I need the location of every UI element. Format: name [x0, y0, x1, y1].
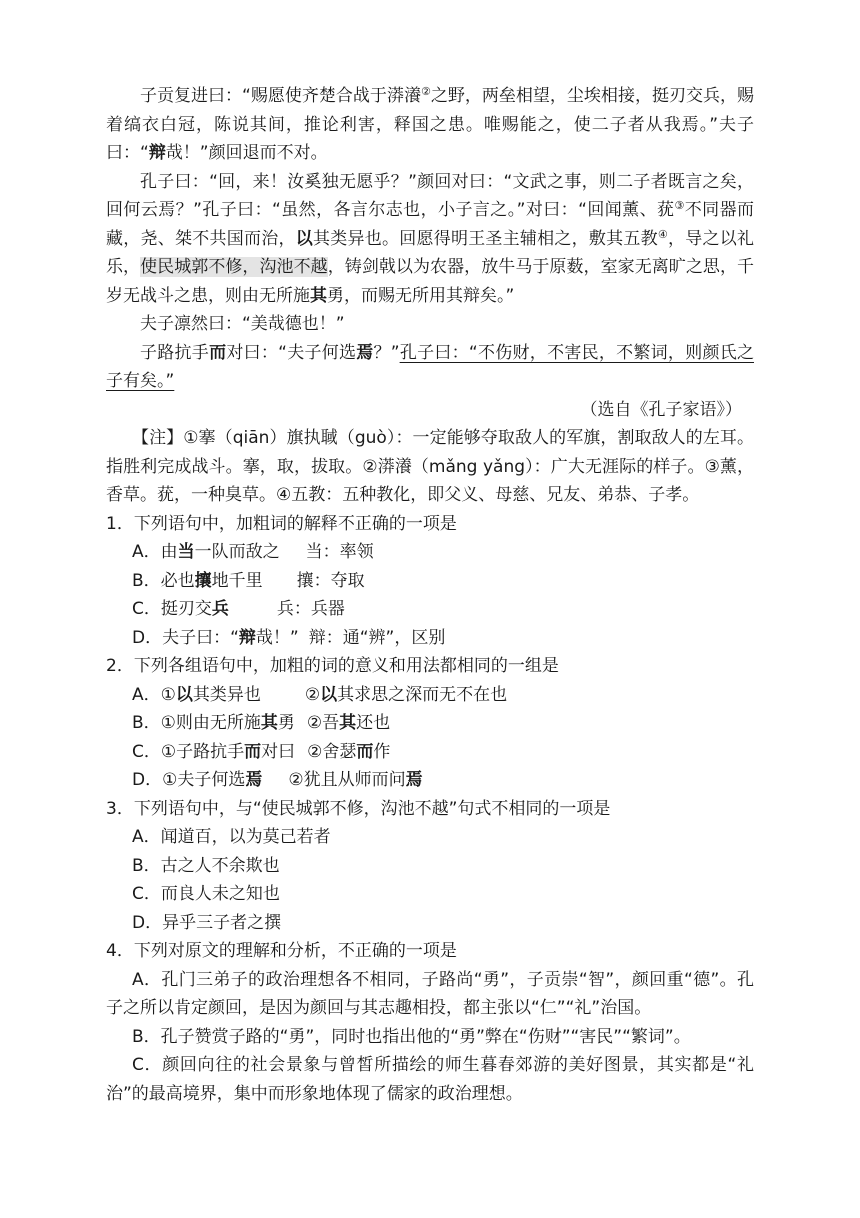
text: B．①则由无所施 [132, 713, 261, 733]
underlined-sentence: 孔子曰：“不伤财，不害民，不繁词，则颜氏之子有矣。” [106, 342, 754, 391]
question-3-option-b: B．古之人不余欺也 [132, 855, 280, 876]
bold-word: 以 [295, 228, 313, 249]
text: 对曰：“夫子何选 [226, 342, 357, 363]
text: ，铸剑戟以为农器，放牛马于原薮，室家无离旷之思，千岁无战斗之患，则由无所施 [106, 257, 755, 306]
question-2-option-d [106, 766, 754, 795]
passage-paragraph-3: 夫子凛然曰：“美哉德也！” [140, 314, 345, 334]
bold-word: 辩 [148, 143, 166, 163]
text: 其求思之深而无不在也 [337, 684, 508, 705]
question-4-option-c: C．颜回向往的社会景象与曾皙所描绘的师生暮春郊游的美好图景，其实都是“礼治”的最高境界，集中而形象地体现了儒家的政治理想。 [106, 1055, 754, 1104]
passage-paragraph-1 [106, 82, 754, 168]
text: 勇 [277, 713, 295, 733]
question-3-option-d: D．异乎三子者之撰 [132, 912, 282, 933]
passage-paragraph-2 [106, 168, 754, 311]
bold-word: 以 [175, 684, 193, 705]
bold-word: 辩 [238, 627, 256, 648]
text: B．必也 [132, 570, 195, 591]
text: 对曰 [261, 741, 296, 762]
text: 作 [373, 741, 391, 762]
text: ，导之以礼乐， [106, 228, 755, 277]
bold-word: 兵 [211, 599, 229, 619]
question-1-option-b [106, 567, 754, 596]
text: 一队而敌之 [194, 542, 280, 562]
highlighted-sentence: 使民城郭不修，沟池不越 [140, 257, 328, 277]
question-4-option-b: B．孔子赞赏子路的“勇”，同时也指出他的“勇”弊在“伤财”“害民”“繁词”。 [132, 1026, 691, 1047]
bold-word: 以 [320, 684, 338, 705]
explanation: 攘：夺取 [296, 570, 365, 591]
question-1-option-c [106, 595, 754, 624]
footnote-marker: ② [420, 85, 431, 98]
footnote-marker: ④ [657, 227, 669, 241]
text: ②吾 [306, 713, 340, 733]
text: A．由 [132, 542, 178, 562]
text: ②舍瑟 [307, 741, 357, 762]
question-2-stem: 2．下列各组语句中，加粗的词的意义和用法都相同的一组是 [106, 656, 559, 676]
question-2-option-c [106, 738, 754, 767]
question-4-stem: 4．下列对原文的理解和分析，不正确的一项是 [106, 941, 457, 961]
text: 子贡复进曰：“赐愿使齐楚合战于漭瀁 [140, 86, 421, 106]
bold-word: 其 [310, 285, 327, 306]
bold-word: 焉 [356, 342, 374, 363]
text: A．① [132, 684, 176, 705]
bold-word: 焉 [405, 770, 423, 790]
bold-word: 攘 [194, 570, 212, 591]
text: 子路抗手 [140, 342, 210, 363]
explanation: 辩：通“辨”，区别 [308, 627, 446, 648]
question-2-option-b [106, 709, 754, 738]
text: D．夫子曰：“ [132, 627, 239, 648]
bold-word: 其 [260, 713, 278, 733]
text: 地千里 [211, 570, 263, 591]
question-3-stem: 3．下列语句中，与“使民城郭不修，沟池不越”句式不相同的一项是 [106, 798, 611, 819]
text: C．挺刃交 [132, 599, 212, 619]
text: ② [304, 684, 321, 705]
source-citation: （选自《孔子家语》） [580, 399, 742, 420]
bold-word: 而 [356, 741, 374, 762]
text: C．①子路抗手 [132, 741, 245, 762]
annotation-note: 【注】①搴（qiān）旗执聝（guò）：一定能够夺取敌人的军旗，割取敌人的左耳。指胜利完成战斗。搴，取，拔取。②漭瀁（mǎng yǎng）：广大无涯际的样子。③薰，香草。莸，一种臭草。④五教：五种教化，即父义、母慈、兄友、弟恭、子孝。 [106, 428, 754, 505]
text: 哉！”颜回退而不对。 [165, 143, 328, 163]
text: 还也 [356, 713, 391, 733]
question-1-option-a [106, 538, 754, 567]
bold-word: 而 [209, 342, 227, 363]
bold-word: 其 [339, 713, 357, 733]
question-1-stem: 1．下列语句中，加粗词的解释不正确的一项是 [106, 513, 457, 534]
text: 其类异也 [192, 684, 261, 705]
text: 勇，而赐无所用其辩矣。” [327, 285, 515, 306]
bold-word: 当 [177, 542, 195, 562]
footnote-marker: ③ [674, 199, 685, 212]
bold-word: 而 [244, 741, 262, 762]
passage-paragraph-4 [106, 339, 754, 396]
text: ？” [373, 342, 400, 363]
question-3-option-a: A．闻道百，以为莫己若者 [132, 827, 331, 847]
bold-word: 焉 [245, 770, 263, 790]
question-1-option-d [106, 624, 754, 653]
question-4-option-a: A．孔门三弟子的政治理想各不相同，子路尚“勇”，子贡崇“智”，颜回重“德”。孔子之所以肯定颜回，是因为颜回与其志趣相投，都主张以“仁”“礼”治国。 [106, 969, 754, 1018]
text: 之野，两垒相望，尘埃相接，挺刃交兵，赐着缟衣白冠，陈说其间，推论利害，释国之患。唯赐能之，使二子者从我焉。”夫子曰：“ [106, 86, 754, 163]
text: ②犹且从师而问 [288, 770, 406, 790]
explanation: 兵：兵器 [276, 599, 345, 619]
question-3-option-c: C．而良人未之知也 [132, 884, 280, 904]
text: 不同器而藏，尧、桀不共国而治， [106, 200, 754, 249]
explanation: 当：率领 [305, 542, 374, 562]
text: 哉！” [255, 627, 299, 648]
text: D．①夫子何选 [132, 770, 246, 790]
text: 其类异也。回愿得明王圣主辅相之，敷其五教 [312, 228, 658, 249]
question-2-option-a [106, 681, 754, 710]
text: 孔子曰：“回，来！汝奚独无愿乎？”颜回对曰：“文武之事，则二子者既言之矣，回何云焉？”孔子曰：“虽然，各言尔志也，小子言之。”对曰：“回闻薰、莸 [106, 171, 754, 220]
